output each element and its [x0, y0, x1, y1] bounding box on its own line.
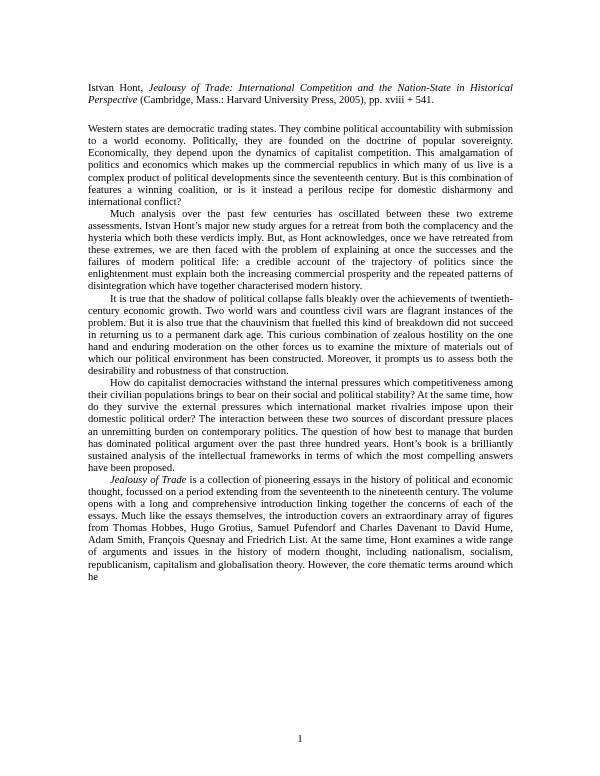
- body-paragraph-5: [88, 475, 513, 584]
- book-citation: [88, 83, 513, 107]
- paragraph-text: is a collection of pioneering essays in the history of political and economic thought, focussed on a period extending from the seventeenth to the nineteenth century. The volume opens with a long and comprehensive introduction linking together the concerns of each of the essays. Much like the essays themselves, the introduction covers an extraordinary array of figures from Thomas Hobbes, Hugo Grotius, Samuel Pufendorf and Charles Davenant to David Hume, Adam Smith, François Quesnay and Friedrich List. At the same time, Hont examines a wide range of arguments and issues in the history of modern thought, including nationalism, socialism, republicanism, capitalism and globalisation theory. However, the core thematic terms around which he: [88, 474, 513, 583]
- paragraph-text: Much analysis over the past few centuries has oscillated between these two extreme assessments. Istvan Hont’s major new study argues for a retreat from both the complacency and the hysteria which both these verdicts imply. But, as Hont acknowledges, once we have retreated from these extremes, we are then faced with the problem of explaining at once the successes and the failures of modern political life: a credible account of the trajectory of politics since the enlightenment must explain both the increasing commercial prosperity and the repeated patterns of disintegration which have together characterised modern history.: [88, 208, 513, 293]
- page-number: 1: [297, 734, 303, 745]
- page-content: [88, 83, 513, 584]
- citation-title: Jealousy of Trade: International Competition and the Nation-State in Historical Perspective: [88, 83, 514, 107]
- body-paragraph-2: [88, 209, 513, 294]
- body-paragraph-3: [88, 294, 513, 379]
- paragraph-text: Western states are democratic trading states. They combine political accountability with submission to a world economy. Politically, they are founded on the doctrine of popular sovereignty. Economically, they depend upon the dynamics of capitalist competition. This amalgamation of politics and economics which makes up the commercial republics in which many of us live is a complex product of political developments since the seventeenth century. But is this combination of features a winning coalition, or is it instead a perilous recipe for domestic disharmony and international conflict?: [88, 124, 513, 208]
- paragraph-text: It is true that the shadow of political collapse falls bleakly over the achievements of twentieth-century economic growth. Two world wars and countless civil wars are flagrant instances of the problem. But it is also true that the chauvinism that fuelled this kind of breakdown did not succeed in returning us to a permanent dark age. This curious combination of zealous hostility on the one hand and enduring moderation on the other forces us to examine the mixture of materials out of which our political environment has been constructed. Moreover, it prompts us to assess both the desirability and robustness of that construction.: [88, 293, 513, 378]
- citation-author: Istvan Hont,: [88, 83, 144, 94]
- body-paragraph-1: [88, 124, 513, 209]
- body-paragraph-4: [88, 378, 513, 475]
- paragraph-text: How do capitalist democracies withstand the internal pressures which competitiveness among their civilian populations brings to bear on their social and political stability? At the same time, how do they survive the external pressures which international market rivalries impose upon their domestic political order? The interaction between these two sources of discordant pressure places an unremitting burden on contemporary politics. The question of how best to manage that burden has dominated political argument over the past three hundred years. Hont’s book is a brilliantly sustained analysis of the intellectual frameworks in terms of which the most compelling answers have been proposed.: [88, 378, 513, 474]
- book-title-italic: Jealousy of Trade: [110, 474, 187, 486]
- citation-publication: (Cambridge, Mass.: Harvard University Press, 2005), pp. xviii + 541.: [140, 95, 435, 107]
